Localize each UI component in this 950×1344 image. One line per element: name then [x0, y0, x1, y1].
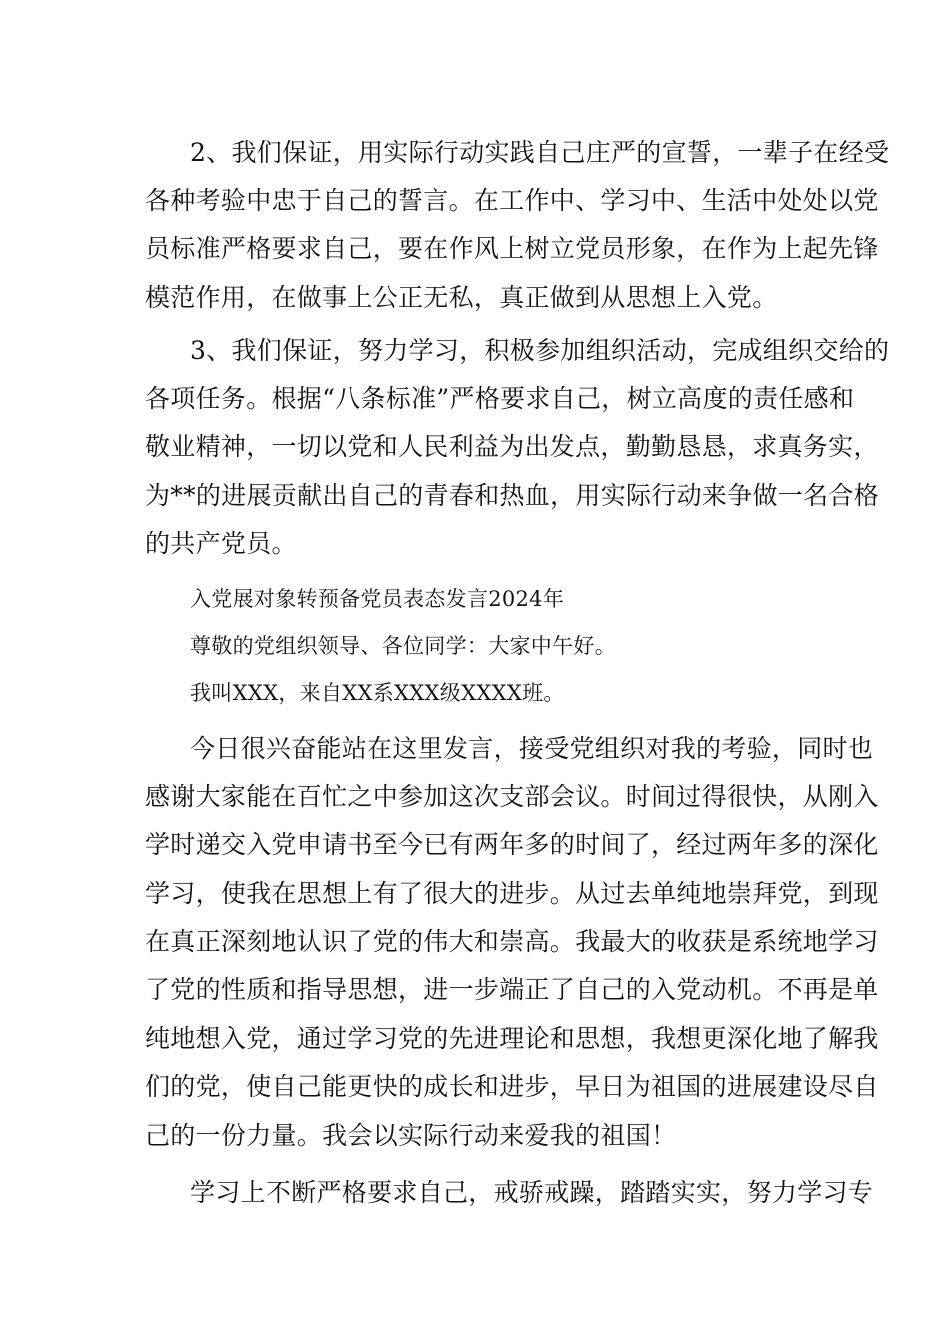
paragraph-line: 2、我们保证，用实际行动实践自己庄严的宣誓，一辈子在经受	[190, 138, 890, 167]
paragraph-line: 的共产党员。	[145, 529, 297, 558]
paragraph-line: 今日很兴奋能站在这里发言，接受党组织对我的考验，同时也	[190, 734, 874, 763]
paragraph-line: 模范作用，在做事上公正无私，真正做到从思想上入党。	[145, 283, 778, 312]
section-heading: 入党展对象转预备党员表态发言2024年	[190, 587, 565, 611]
paragraph-line: 了党的性质和指导思想，进一步端正了自己的入党动机。不再是单	[145, 975, 879, 1004]
paragraph-line: 为**的进展贡献出自己的青春和热血，用实际行动来争做一名合格	[145, 481, 880, 510]
paragraph-line: 己的一份力量。我会以实际行动来爱我的祖国！	[145, 1121, 677, 1150]
paragraph-line: 们的党，使自己能更快的成长和进步，早日为祖国的进展建设尽自	[145, 1072, 879, 1101]
paragraph-line: 员标准严格要求自己，要在作风上树立党员形象，在作为上起先锋	[145, 234, 879, 263]
paragraph-line: 感谢大家能在百忙之中参加这次支部会议。时间过得很快，从刚入	[145, 782, 879, 811]
paragraph-line: 学习，使我在思想上有了很大的进步。从过去单纯地崇拜党，到现	[145, 879, 879, 908]
paragraph-line: 3、我们保证，努力学习，积极参加组织活动，完成组织交给的	[190, 336, 890, 365]
greeting-line: 尊敬的党组织领导、各位同学：大家中午好。	[190, 634, 616, 658]
introduction-line: 我叫XXX，来自XX系XXX级XXXX班。	[190, 681, 565, 705]
paragraph-line: 各种考验中忠于自己的誓言。在工作中、学习中、生活中处处以党	[145, 186, 879, 215]
paragraph-line: 在真正深刻地认识了党的伟大和崇高。我最大的收获是系统地学习	[145, 927, 879, 956]
paragraph-line: 敬业精神，一切以党和人民利益为出发点，勤勤恳恳，求真务实，	[145, 432, 879, 461]
paragraph-line: 学时递交入党申请书至今已有两年多的时间了，经过两年多的深化	[145, 830, 879, 859]
paragraph-line: 学习上不断严格要求自己，戒骄戒躁，踏踏实实，努力学习专	[190, 1178, 874, 1207]
paragraph-line: 各项任务。根据“八条标准”严格要求自己，树立高度的责任感和	[145, 384, 855, 413]
paragraph-line: 纯地想入党，通过学习党的先进理论和思想，我想更深化地了解我	[145, 1024, 879, 1053]
